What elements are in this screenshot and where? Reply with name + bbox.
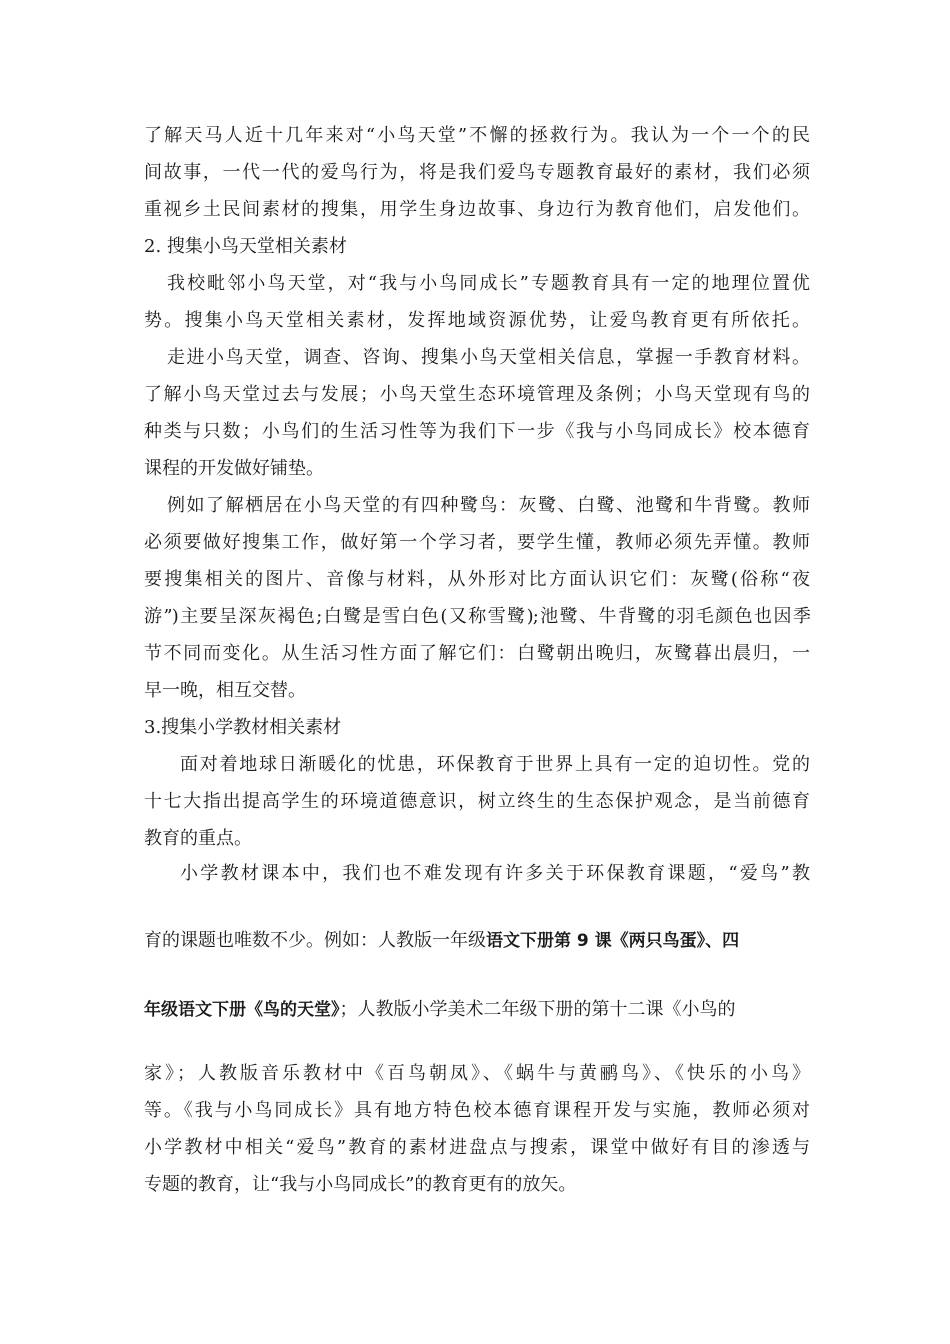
- paragraph-line: 我校毗邻小鸟天堂，对“我与小鸟同成长”专题教育具有一定的地理位置优: [167, 273, 810, 294]
- line-text-bold: 年级语文下册《鸟的天堂》: [144, 1000, 340, 1020]
- paragraph-line: [144, 926, 810, 956]
- paragraph-line: 十七大指出提高学生的环境道德意识，树立终生的生态保护观念，是当前德育: [144, 791, 810, 812]
- paragraph-line: 必须要做好搜集工作，做好第一个学习者，要学生懂，教师必须先弄懂。教师: [144, 532, 810, 553]
- paragraph-line: 例如了解栖居在小鸟天堂的有四种鹭鸟：灰鹭、白鹭、池鹭和牛背鹭。教师: [167, 495, 810, 516]
- line-text: 育的课题也唯数不少。例如：人教版一年级: [144, 930, 486, 951]
- line-text-bold: 语文下册第 9 课《两只鸟蛋》、四: [486, 931, 740, 951]
- paragraph-line: 家》；人教版音乐教材中《百鸟朝凤》、《蜗牛与黄鹂鸟》、《快乐的小鸟》: [144, 1063, 810, 1084]
- paragraph-line: 了解天马人近十几年来对“小鸟天堂”不懈的拯救行为。我认为一个一个的民: [144, 125, 810, 146]
- paragraph-line: 势。搜集小鸟天堂相关素材，发挥地域资源优势，让爱鸟教育更有所依托。: [144, 310, 810, 331]
- paragraph-line: 游”)主要呈深灰褐色;白鹭是雪白色(又称雪鹭);池鹭、牛背鹭的羽毛颜色也因季: [144, 606, 810, 627]
- paragraph-line: 课程的开发做好铺垫。: [144, 458, 324, 479]
- paragraph-line: 等。《我与小鸟同成长》具有地方特色校本德育课程开发与实施，教师必须对: [144, 1100, 810, 1121]
- paragraph-line: 早一晚，相互交替。: [144, 680, 306, 701]
- paragraph-line: 走进小鸟天堂，调查、咨询、搜集小鸟天堂相关信息，掌握一手教育材料。: [167, 347, 810, 368]
- paragraph-line: 小学教材中相关“爱鸟”教育的素材进盘点与搜索，课堂中做好有目的渗透与: [144, 1137, 810, 1158]
- paragraph-line: 要搜集相关的图片、音像与材料，从外形对比方面认识它们：灰鹭(俗称“夜: [144, 569, 810, 590]
- paragraph-line: 了解小鸟天堂过去与发展；小鸟天堂生态环境管理及条例；小鸟天堂现有鸟的: [144, 384, 810, 405]
- section-heading: 2. 搜集小鸟天堂相关素材: [144, 236, 347, 257]
- paragraph-line: 种类与只数；小鸟们的生活习性等为我们下一步《我与小鸟同成长》校本德育: [144, 421, 810, 442]
- paragraph-line: 教育的重点。: [144, 828, 252, 849]
- section-heading: 3.搜集小学教材相关素材: [144, 717, 342, 738]
- paragraph-line: 面对着地球日渐暖化的忧患，环保教育于世界上具有一定的迫切性。党的: [180, 754, 810, 775]
- line-text: ；人教版小学美术二年级下册的第十二课《小鸟的: [339, 999, 736, 1020]
- paragraph-line: 间故事，一代一代的爱鸟行为，将是我们爱鸟专题教育最好的素材，我们必须: [144, 162, 810, 183]
- paragraph-line: 小学教材课本中，我们也不难发现有许多关于环保教育课题，“爱鸟”教: [180, 863, 810, 884]
- paragraph-line: [144, 995, 810, 1025]
- paragraph-line: 重视乡土民间素材的搜集，用学生身边故事、身边行为教育他们，启发他们。: [144, 199, 810, 220]
- paragraph-line: 专题的教育，让“我与小鸟同成长”的教育更有的放矢。: [144, 1174, 577, 1195]
- paragraph-line: 节不同而变化。从生活习性方面了解它们：白鹭朝出晚归，灰鹭暮出晨归，一: [144, 643, 810, 664]
